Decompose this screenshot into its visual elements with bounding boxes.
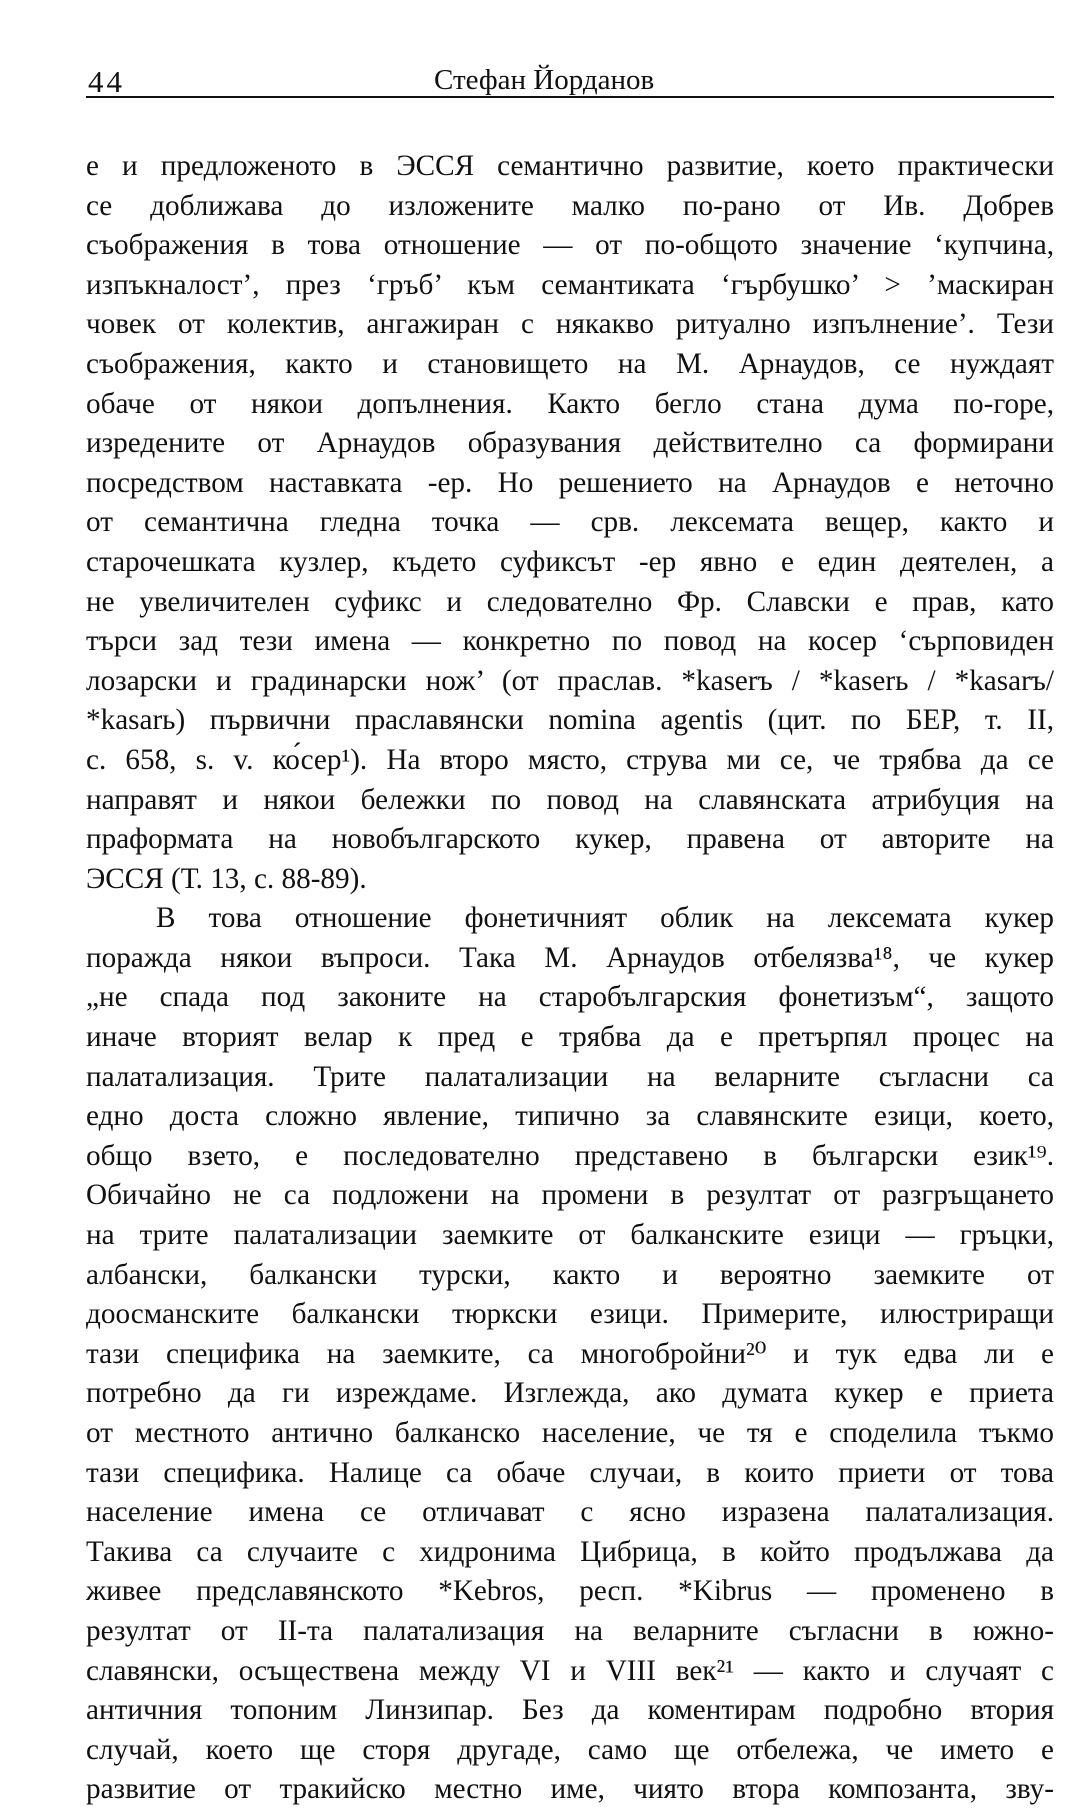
paragraph-2 [86,899,1054,1810]
text-line: славянски, осъществена между VI и VIII век²¹ — както и случаят с [86,1654,1054,1687]
running-head-author: Стефан Йорданов [434,64,655,96]
text-line: е и предложеното в ЭССЯ семантично развитие, което практически [86,150,1054,182]
paragraph-1 [86,147,1054,899]
text-line: изпъкналост’, през ‘гръб’ към семантиката ‘гърбушко’ > ’маскиран [86,268,1054,301]
running-head [86,52,1054,98]
text-line: доосманските балкански тюркски езици. Примерите, илюстриращи [86,1298,1054,1331]
text-line: Такива са случаите с хидронима Цибрица, в който продължава да [86,1535,1054,1568]
text-line: случай, което ще сторя другаде, само ще отбележа, че името е [86,1733,1054,1766]
text-line: население имена се отличават с ясно изразена палатализация. [86,1496,1054,1529]
text-line: иначе вторият велар к пред е трябва да е претърпял процес на [86,1021,1054,1054]
text-line: с. 658, s. v. ко́сер¹). На второ място, струва ми се, че трябва да се [86,743,1054,776]
text-line: Обичайно не са подложени на промени в резултат от разгръщането [86,1179,1054,1212]
book-page [86,52,1054,1810]
page-number: 44 [88,64,125,99]
text-line: изредените от Арнаудов образувания действително са формирани [86,427,1054,460]
text-line: посредством наставката -ер. Но решението на Арнаудов е неточно [86,466,1054,499]
text-line: потребно да ги изреждаме. Изглежда, ако думата кукер е приета [86,1377,1054,1410]
text-line: направят и някои бележки по повод на славянската атрибуция на [86,783,1054,816]
text-line: тази специфика. Налице са обаче случаи, в които приети от това [86,1456,1054,1489]
text-line: съображения в това отношение — от по-общото значение ‘купчина, [86,229,1054,262]
text-line: античния топоним Линзипар. Без да коментирам подробно втория [86,1694,1054,1727]
text-line: обаче от някои допълнения. Както бегло стана дума по-горе, [86,387,1054,420]
text-line: палатализация. Трите палатализации на веларните съгласни са [86,1060,1054,1093]
text-line: ЭССЯ (Т. 13, с. 88-89). [86,862,367,895]
text-line: се доближава до изложените малко по-рано от Ив. Добрев [86,189,1054,222]
text-line: не увеличителен суфикс и следователно Фр. Славски е прав, като [86,585,1054,618]
text-line: резултат от II-та палатализация на веларните съгласни в южно- [86,1614,1054,1647]
text-line: албански, балкански турски, както и вероятно заемките от [86,1258,1054,1291]
text-line: от семантична гледна точка — срв. лексемата вещер, както и [86,506,1054,539]
text-line: старочешката кузлер, където суфиксът -ер явно е един деятелен, а [86,545,1054,578]
body-text [86,147,1054,1810]
text-line: търси зад тези имена — конкретно по повод на косер ‘сърповиден [86,625,1054,658]
text-line: лозарски и градинарски нож’ (от праслав. *kaserъ / *kaserь / *kasarъ/ [86,664,1054,697]
text-line: праформата на новобългарското кукер, правена от авторите на [86,823,1054,856]
text-line: на трите палатализации заемките от балканските езици — гръцки, [86,1219,1054,1252]
text-line: тази специфика на заемките, са многобройни²⁰ и тук едва ли е [86,1337,1054,1370]
text-line: общо взето, е последователно представено в български език¹⁹. [86,1139,1054,1172]
text-line: развитие от тракийско местно име, чиято втора композанта, зву- [86,1773,1054,1806]
text-line: човек от колектив, ангажиран с някакво ритуално изпълнение’. Тези [86,308,1054,341]
text-line: „не спада под законите на старобългарския фонетизъм“, защото [86,981,1054,1014]
text-line: поражда някои въпроси. Така М. Арнаудов отбелязва¹⁸, че кукер [86,941,1054,974]
text-line: съображения, както и становището на М. Арнаудов, се нуждаят [86,347,1054,380]
text-line: от местното антично балканско население, че тя е споделила тъкмо [86,1417,1054,1449]
text-line: живее предславянското *Kebros, респ. *Kibrus — променено в [86,1575,1054,1608]
text-line: едно доста сложно явление, типично за славянските езици, което, [86,1100,1054,1133]
text-line: *kasarь) първични праславянски nomina agentis (цит. по БЕР, т. II, [86,704,1054,737]
text-line: В това отношение фонетичният облик на лексемата кукер [156,902,1054,935]
